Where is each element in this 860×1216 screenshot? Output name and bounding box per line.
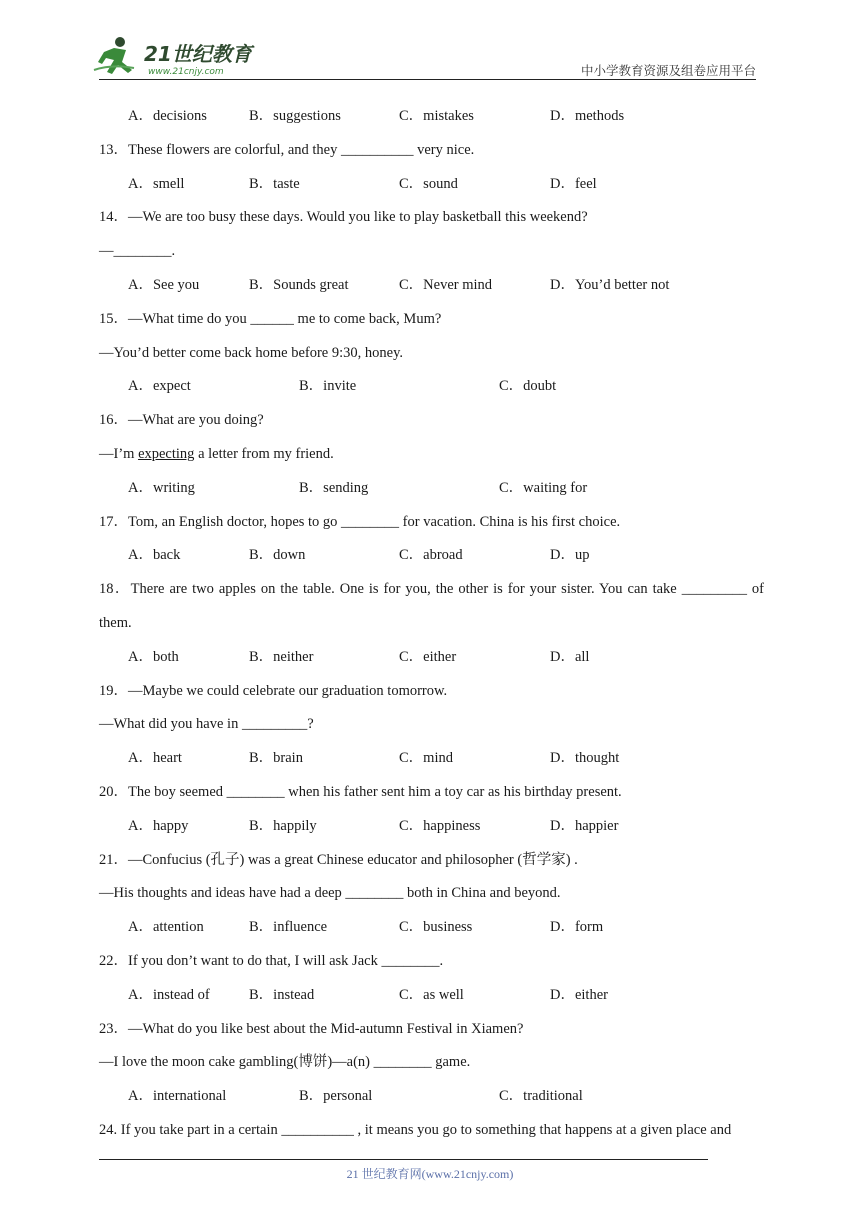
q20-option-d: D．happier xyxy=(550,817,619,834)
q14-option-c: C．Never mind xyxy=(399,276,493,293)
q14-option-a: A．See you xyxy=(128,276,200,293)
q21-option-b: B．influence xyxy=(249,919,328,936)
q23-option-b: B．personal xyxy=(299,1088,373,1105)
q12-option-b: B．suggestions xyxy=(249,108,341,124)
q19-stem: 19．—Maybe we could celebrate our graduation tomorrow. xyxy=(99,682,448,699)
q23-options xyxy=(99,1080,764,1114)
q19-option-c: C．mind xyxy=(399,750,453,767)
q13-stem: 13．These flowers are colorful, and they __________ very nice. xyxy=(99,141,475,158)
q17-option-d: D．up xyxy=(550,547,590,564)
q15-stem: 15．—What time do you ______ me to come back, Mum? xyxy=(99,310,442,327)
q19-option-a: A．heart xyxy=(128,750,182,767)
q16-reply-post: a letter from my friend. xyxy=(194,445,334,462)
q13-options xyxy=(99,168,764,202)
q21-option-c: C．business xyxy=(399,919,473,936)
q20-option-a: A．happy xyxy=(128,817,189,834)
q18-option-b: B．neither xyxy=(249,648,314,665)
q14-reply: —________. xyxy=(99,243,176,260)
q13-option-d: D．feel xyxy=(550,175,597,192)
q23-option-c: C．traditional xyxy=(499,1088,583,1105)
footer-divider xyxy=(99,1159,708,1160)
q22-options xyxy=(99,979,764,1013)
q21-option-a: A．attention xyxy=(128,919,204,936)
q15-option-a: A．expect xyxy=(128,378,191,395)
q21-options xyxy=(99,911,764,945)
q17-options xyxy=(99,539,764,573)
q18-options xyxy=(99,641,764,675)
q17-option-c: C．abroad xyxy=(399,547,463,564)
q12-option-d: D．methods xyxy=(550,108,625,124)
site-logo xyxy=(92,34,262,80)
q16-options xyxy=(99,472,764,506)
q24-stem: 24. If you take part in a certain __________ , it means you go to something that happens at a given place and xyxy=(99,1121,732,1138)
q12-option-c: C．mistakes xyxy=(399,108,474,124)
q18-stem: 18．There are two apples on the table. One is for you, the other is for your sister. You can take _________ of them. xyxy=(99,581,764,631)
q22-stem: 22．If you don’t want to do that, I will ask Jack ________. xyxy=(99,952,444,969)
q23-reply: —I love the moon cake gambling(博饼)—a(n) ________ game. xyxy=(99,1054,471,1071)
runner-logo-icon xyxy=(92,34,262,80)
q13-option-a: A．smell xyxy=(128,175,185,192)
q16-stem: 16．—What are you doing? xyxy=(99,412,264,429)
q19-option-b: B．brain xyxy=(249,750,303,767)
q19-option-d: D．thought xyxy=(550,750,620,767)
q18-option-d: D．all xyxy=(550,648,590,665)
q22-option-b: B．instead xyxy=(249,986,315,1003)
q16-option-a: A．writing xyxy=(128,479,195,496)
q22-option-c: C．as well xyxy=(399,986,464,1003)
q15-options xyxy=(99,370,764,404)
question-list xyxy=(99,100,764,1148)
header-platform-name: 中小学教育资源及组卷应用平台 xyxy=(580,63,756,78)
q19-reply: —What did you have in _________? xyxy=(99,716,314,733)
q20-options xyxy=(99,810,764,844)
q20-option-b: B．happily xyxy=(249,817,317,834)
q12-option-a: A．decisions xyxy=(128,108,207,124)
q16-option-b: B．sending xyxy=(299,479,369,496)
q20-stem: 20．The boy seemed ________ when his father sent him a toy car as his birthday present. xyxy=(99,783,622,800)
q22-option-d: D．either xyxy=(550,986,608,1003)
q15-option-c: C．doubt xyxy=(499,378,557,395)
q19-options xyxy=(99,742,764,776)
q21-reply: —His thoughts and ideas have had a deep ________ both in China and beyond. xyxy=(99,885,561,902)
q23-stem: 23．—What do you like best about the Mid-autumn Festival in Xiamen? xyxy=(99,1020,524,1037)
q15-reply: —You’d better come back home before 9:30, honey. xyxy=(99,344,404,361)
q20-option-c: C．happiness xyxy=(399,817,481,834)
q16-underlined-word: expecting xyxy=(138,445,195,462)
q16-reply xyxy=(99,438,764,472)
q14-stem: 14．—We are too busy these days. Would you like to play basketball this weekend? xyxy=(99,209,588,226)
logo-url-text: www.21cnjy.com xyxy=(148,67,224,77)
logo-main-text: 21世纪教育 xyxy=(144,42,252,66)
q23-option-a: A．international xyxy=(128,1088,227,1105)
footer-site: 21 世纪教育网(www.21cnjy.com) xyxy=(346,1167,514,1181)
q18-option-a: A．both xyxy=(128,648,179,665)
q17-option-b: B．down xyxy=(249,547,306,564)
q22-option-a: A．instead of xyxy=(128,986,210,1003)
q15-option-b: B．invite xyxy=(299,378,357,395)
q17-option-a: A．back xyxy=(128,547,181,564)
q13-option-b: B．taste xyxy=(249,175,300,192)
q14-option-b: B．Sounds great xyxy=(249,276,349,293)
q18-option-c: C．either xyxy=(399,648,457,665)
q14-option-d: D．You’d better not xyxy=(550,276,670,293)
q21-option-d: D．form xyxy=(550,919,604,936)
q16-option-c: C．waiting for xyxy=(499,479,588,496)
q14-options xyxy=(99,269,764,303)
q21-stem: 21．—Confucius (孔子) was a great Chinese educator and philosopher (哲学家) . xyxy=(99,851,578,868)
q16-reply-pre: —I’m xyxy=(99,445,139,462)
q12-options xyxy=(99,100,764,134)
header-divider xyxy=(99,79,756,80)
q17-stem: 17．Tom, an English doctor, hopes to go ________ for vacation. China is his first choice. xyxy=(99,513,621,530)
q13-option-c: C．sound xyxy=(399,175,458,192)
